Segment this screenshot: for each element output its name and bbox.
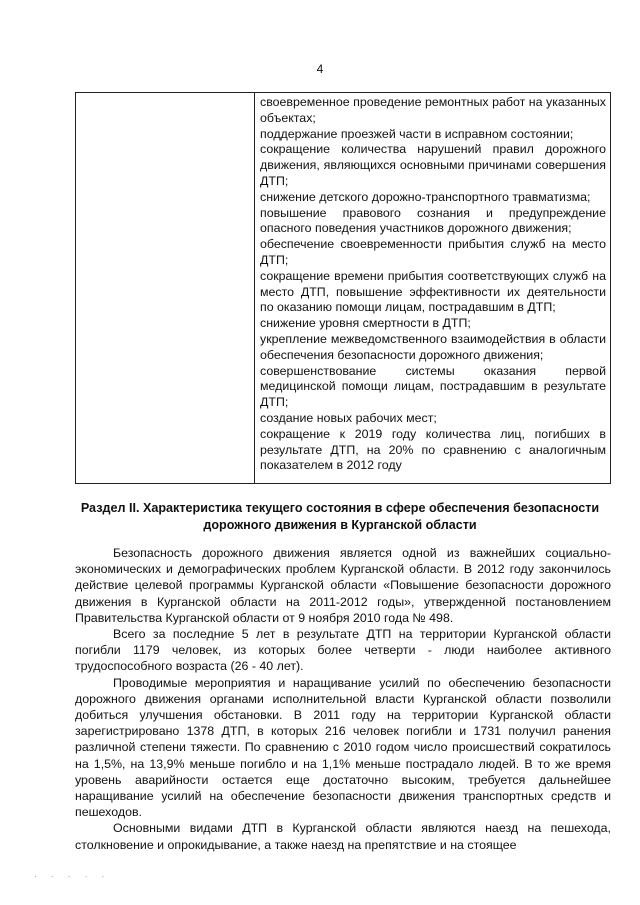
- list-item: поддержание проезжей части в исправном состоянии;: [260, 126, 574, 141]
- paragraph: Безопасность дорожного движения является одной из важнейших социально-экономических и демографических проблем Курганской области. В 2012 году закончилось действие целевой программы Курганской области «Повышение безопасности дорожного движения в Курганской области на 2011-2012 годы», утвержденной постановлением Правительства Курганской области от 9 ноября 2010 года № 498.: [75, 546, 611, 625]
- list-item: совершенствование системы оказания первой медицинской помощи лицам, пострадавшим в результате ДТП;: [260, 363, 606, 410]
- paragraph: Проводимые мероприятия и наращивание усилий по обеспечению безопасности дорожного движения органами исполнительной власти Курганской области позволили добиться улучшения обстановки. В 2011 году на территории Курганской области зарегистрировано 1378 ДТП, в которых 216 человек погибли и 1731 получил ранения различной степени тяжести. По сравнению с 2010 годом число происшествий сократилось на 1,5%, на 13,9% меньше погибло и на 1,1% меньше пострадало людей. В то же время уровень аварийности остается еще достаточно высоким, требуется дальнейшее наращивание усилий на обеспечение безопасности движения транспортных средств и пешеходов.: [75, 675, 611, 820]
- table-left-cell: [76, 93, 255, 483]
- list-item: сокращение времени прибытия соответствующих служб на место ДТП, повышение эффективности их деятельности по оказанию помощи лицам, пострадавшим в ДТП;: [260, 268, 606, 315]
- list-item: сокращение количества нарушений правил дорожного движения, являющихся основными причинами совершения ДТП;: [260, 142, 606, 188]
- list-item: сокращение к 2019 году количества лиц, погибших в результате ДТП, на 20% по сравнению с аналогичным показателем в 2012 году: [260, 426, 606, 473]
- list-item: обеспечение своевременности прибытия служб на место ДТП;: [260, 237, 606, 267]
- section-body: [75, 545, 611, 853]
- list-item: снижение детского дорожно-транспортного травматизма;: [260, 189, 591, 204]
- list-item: укрепление межведомственного взаимодействия в области обеспечения безопасности дорожного движения;: [260, 331, 606, 362]
- paragraph: Основными видами ДТП в Курганской области являются наезд на пешехода, столкновение и опрокидывание, а также наезд на препятствие и на стоящее: [75, 821, 611, 852]
- list-item: своевременное проведение ремонтных работ на указанных объектах;: [260, 95, 606, 125]
- list-item: создание новых рабочих мест;: [260, 410, 437, 425]
- goals-table: [75, 92, 611, 484]
- table-right-cell: [255, 93, 610, 474]
- paragraph: Всего за последние 5 лет в результате ДТП на территории Курганской области погибли 1179 человек, из которых более четверти - люди наиболее активного трудоспособного возраста (26 - 40 лет).: [75, 627, 611, 674]
- page-number: 4: [316, 62, 324, 76]
- list-item: снижение уровня смертности в ДТП;: [260, 316, 471, 331]
- section-heading: Раздел II. Характеристика текущего состояния в сфере обеспечения безопасности дорожного движения в Курганской области: [80, 501, 600, 532]
- scan-artifact: · · · · ·: [34, 872, 111, 881]
- list-item: повышение правового сознания и предупреждение опасного поведения участников дорожного движения;: [260, 205, 606, 236]
